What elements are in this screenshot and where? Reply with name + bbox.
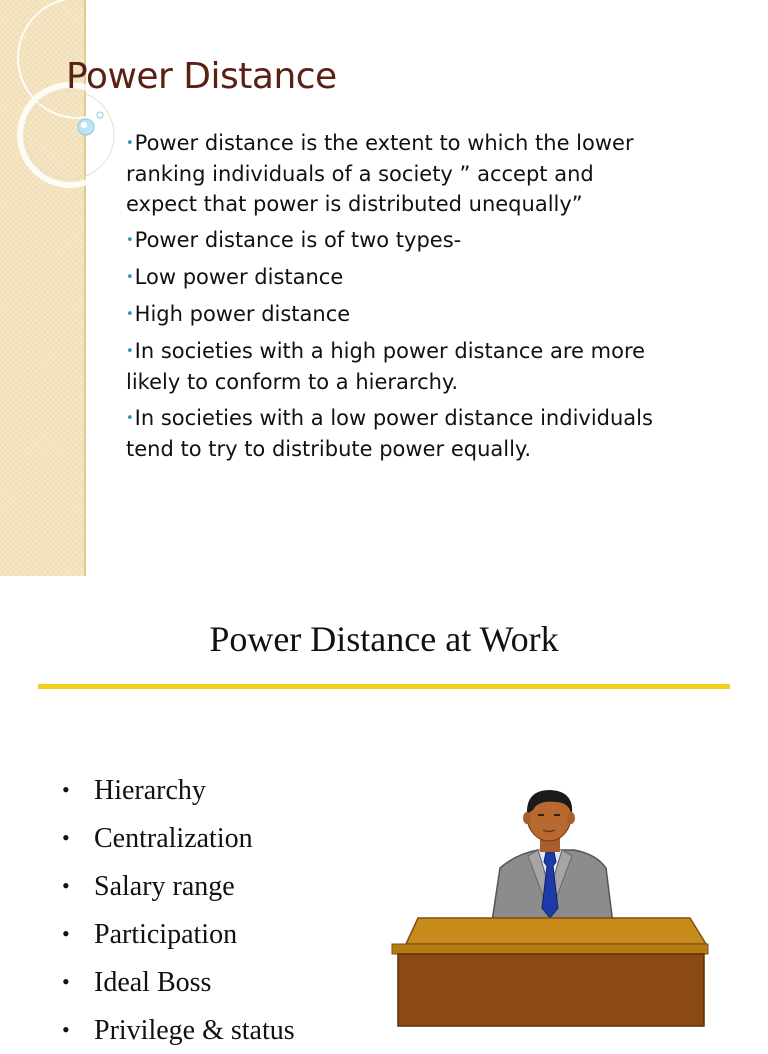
slide-power-distance-at-work <box>0 576 768 1046</box>
list-item-text: Participation <box>94 919 238 950</box>
list-item-text: High power distance <box>134 302 351 326</box>
list-item <box>62 766 295 814</box>
bullet-icon: • <box>62 873 70 898</box>
bullet-icon: • <box>126 307 134 322</box>
list-item-text: In societies with a high power distance are more likely to conform to a hierarchy. <box>126 339 646 394</box>
bullet-icon: • <box>62 969 70 994</box>
list-item <box>62 958 295 1006</box>
list-item-text: Power distance is the extent to which the lower ranking individuals of a society ” accept and expect that power is distributed unequally” <box>126 131 634 216</box>
list-item <box>126 403 666 464</box>
list-item-text: In societies with a low power distance individuals tend to try to distribute power equally. <box>126 406 653 461</box>
bullet-icon: • <box>62 777 70 802</box>
list-item <box>126 336 666 397</box>
list-item <box>62 910 295 958</box>
bullet-icon: • <box>126 233 134 248</box>
list-item <box>126 299 666 330</box>
bullet-icon: • <box>62 1017 70 1042</box>
slide-title: Power Distance <box>66 56 337 97</box>
divider <box>38 684 730 689</box>
list-item-text: Power distance is of two types- <box>134 228 462 252</box>
list-item <box>62 862 295 910</box>
bullet-icon: • <box>62 825 70 850</box>
bullet-list <box>126 128 666 470</box>
slide-title: Power Distance at Work <box>209 619 559 659</box>
list-item-text: Privilege & status <box>94 1015 295 1046</box>
list-item <box>126 225 666 256</box>
list-item-text: Low power distance <box>134 265 344 289</box>
list-item-text: Hierarchy <box>94 775 206 806</box>
list-item-text: Salary range <box>94 871 235 902</box>
list-item <box>62 1006 295 1054</box>
businessman-at-desk-icon <box>388 786 718 1026</box>
list-item-text: Ideal Boss <box>94 967 212 998</box>
bullet-icon: • <box>126 270 134 285</box>
bullet-icon: • <box>126 136 134 151</box>
bullet-list <box>62 766 295 1054</box>
list-item <box>126 128 666 219</box>
bullet-icon: • <box>126 411 134 426</box>
bullet-icon: • <box>126 344 134 359</box>
list-item-text: Centralization <box>94 823 253 854</box>
bullet-icon: • <box>62 921 70 946</box>
list-item <box>62 814 295 862</box>
list-item <box>126 262 666 293</box>
